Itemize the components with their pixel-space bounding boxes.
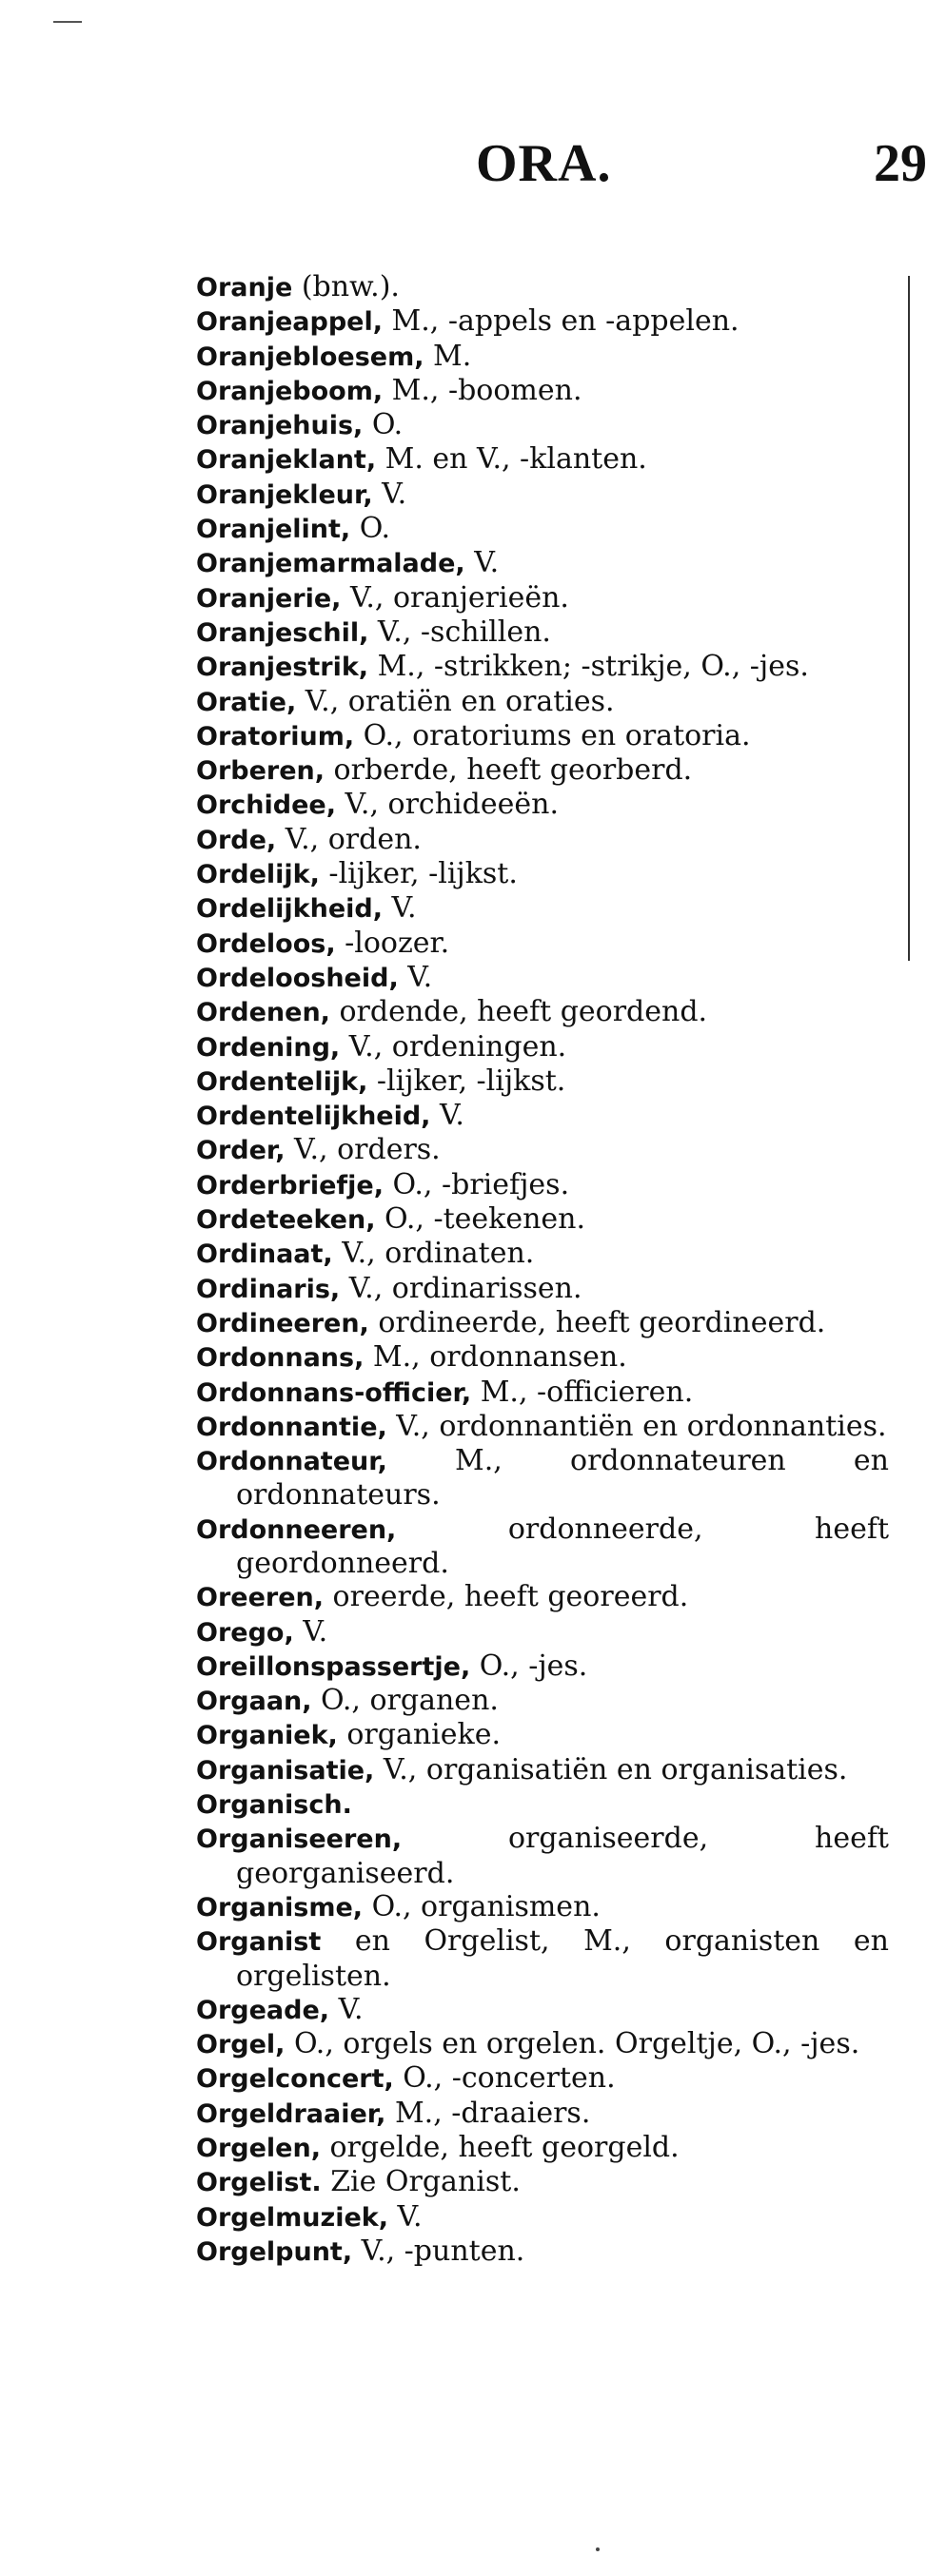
entry-definition: V. [329,1992,364,2026]
entry-definition: M., ordonnateuren en ordonnateurs. [236,1444,889,1512]
entry-definition: V., ordonnantiën en ordonnanties. [386,1409,887,1443]
entry-definition: M., -strikken; -strikje, O., -jes. [368,650,809,684]
page-dot [596,2547,600,2551]
dictionary-entries [196,270,889,2269]
dictionary-entry [196,1237,889,1271]
dictionary-entry [196,1649,889,1684]
entry-headword: Ordinaat, [196,1239,333,1270]
dictionary-entry [196,615,889,650]
dictionary-entry [196,891,889,926]
dictionary-entry [196,685,889,719]
entry-headword: Order, [196,1136,286,1166]
entry-definition: V., orders. [285,1133,441,1167]
entry-headword: Orego, [196,1617,294,1648]
dictionary-entry [196,857,889,891]
entry-headword: Oranjemarmalade, [196,549,465,579]
entry-definition: V., orden. [276,822,422,856]
dictionary-entry [196,1064,889,1099]
entry-headword: Orgelconcert, [196,2064,394,2095]
entry-headword: Orgelpunt, [196,2236,353,2267]
dictionary-entry [196,2027,889,2061]
entry-headword: Ordonnateur, [196,1447,387,1477]
dictionary-entry [196,1822,889,1890]
dictionary-entry [196,2234,889,2269]
entry-definition: V. [372,477,407,511]
dictionary-entry [196,1376,889,1410]
dictionary-entry [196,995,889,1029]
entry-headword: Ordeloosheid, [196,963,399,993]
entry-headword: Orberen, [196,756,325,787]
dictionary-entry [196,1753,889,1787]
dictionary-entry [196,1272,889,1306]
entry-headword: Ordentelijkheid, [196,1102,431,1132]
entry-headword: Orderbriefje, [196,1170,385,1200]
entry-definition: V., ordinarissen. [340,1271,582,1305]
entry-headword: Oratie, [196,687,297,717]
entry-headword: Organiseeren, [196,1825,403,1855]
dictionary-entry [196,961,889,995]
entry-headword: Ordelijk, [196,860,320,890]
dictionary-entry [196,546,889,580]
entry-definition: Zie Organist. [321,2165,521,2199]
entry-headword: Orgaan, [196,1687,312,1717]
entry-definition: orberde, heeft georberd. [325,753,693,788]
dictionary-entry [196,1615,889,1649]
dictionary-entry [196,1718,889,1752]
dictionary-entry [196,442,889,477]
entry-headword: Oranjeschil, [196,617,369,648]
dictionary-entry [196,2200,889,2234]
dictionary-entry [196,823,889,857]
entry-definition: M., ordonnansen. [364,1340,627,1375]
entry-definition: M., -draaiers. [385,2096,591,2130]
entry-definition: O. [363,408,404,442]
dictionary-entry [196,512,889,546]
dictionary-entry [196,581,889,615]
entry-headword: Orgeade, [196,1995,330,2025]
entry-headword: Organist [196,1927,322,1958]
entry-headword: Oranjeappel, [196,307,383,338]
dictionary-entry [196,1924,889,1993]
entry-headword: Organisatie, [196,1755,375,1786]
entry-headword: Orgelist. [196,2168,322,2198]
dictionary-entry [196,2061,889,2096]
entry-definition: -lijker, -lijkst. [367,1064,566,1098]
entry-headword: Oreeren, [196,1583,324,1613]
dictionary-entry [196,340,889,374]
dictionary-entry [196,1306,889,1340]
entry-definition: ordineerde, heeft geordineerd. [368,1305,826,1339]
dictionary-entry [196,1787,889,1822]
dictionary-entry [196,719,889,753]
entry-headword: Orchidee, [196,790,336,821]
entry-headword: Oranjerie, [196,583,342,614]
entry-definition: organiseerde, heeft georganiseerd. [236,1822,889,1890]
entry-definition: O., organen. [311,1684,499,1718]
dictionary-entry [196,374,889,408]
entry-headword: Ordonnans, [196,1343,365,1374]
dictionary-entry [196,408,889,442]
entry-headword: Ordeteeken, [196,1205,376,1236]
entry-definition: oreerde, heeft georeerd. [324,1580,689,1614]
page-number: 29 [874,134,927,193]
entry-headword: Orde, [196,825,277,855]
entry-definition: O., -briefjes. [384,1167,570,1201]
dictionary-entry [196,2097,889,2131]
entry-definition: O. [350,512,391,546]
entry-definition: O., -jes. [470,1649,588,1683]
entry-headword: Orgelen, [196,2134,321,2164]
entry-definition: V. [383,891,417,926]
dictionary-entry [196,270,889,304]
entry-definition: V., orchideeën. [335,788,559,822]
entry-definition: V. [388,2199,423,2234]
entry-headword: Oranjebloesem, [196,342,424,372]
dictionary-entry [196,1890,889,1924]
entry-definition: (bnw.). [292,270,400,303]
entry-headword: Oranjeboom, [196,376,384,406]
entry-definition: V., oratiën en oraties. [296,684,615,718]
dictionary-entry [196,1030,889,1064]
entry-definition: V., ordeningen. [340,1029,567,1064]
dictionary-entry [196,304,889,339]
entry-definition: V., organisatiën en organisaties. [374,1752,848,1786]
dictionary-entry [196,1133,889,1167]
entry-definition: V., -schillen. [368,615,551,649]
entry-definition: V. [464,546,500,580]
entry-definition: M. en V., -klanten. [376,442,647,477]
entry-definition: M., -officieren. [471,1375,694,1409]
entry-headword: Oranjeklant, [196,445,377,476]
entry-headword: Ordeloos, [196,928,336,959]
dictionary-entry [196,1168,889,1202]
column-rule [908,276,910,961]
entry-headword: Ordentelijk, [196,1066,368,1097]
entry-definition: ordonneerde, heeft geordonneerd. [236,1512,889,1580]
entry-definition: V. [398,960,433,994]
entry-headword: Orgeldraaier, [196,2098,386,2129]
entry-headword: Organisch. [196,1790,352,1821]
page-header-title: ORA. [476,134,612,193]
entry-definition: O., -teekenen. [375,1202,586,1237]
dictionary-entry [196,788,889,822]
entry-definition: M., -boomen. [383,373,582,407]
dictionary-entry [196,650,889,684]
entry-definition: V., oranjerieën. [341,580,569,615]
entry-headword: Ordenen, [196,998,330,1028]
dictionary-entry [196,1202,889,1237]
entry-definition: O., oratoriums en oratoria. [354,718,751,752]
entry-definition: M., -appels en -appelen. [382,304,740,339]
entry-headword: Oranje [196,273,293,302]
entry-headword: Oratorium, [196,721,355,751]
dictionary-entry [196,2165,889,2199]
entry-definition: en Orgelist, M., organisten en orgelisten. [236,1924,889,1993]
entry-headword: Oranjelint, [196,515,351,545]
entry-headword: Ordonnantie, [196,1412,387,1442]
entry-definition: O., orgels en orgelen. Orgeltje, O., -jes. [285,2027,860,2061]
dictionary-entry [196,1993,889,2027]
entry-headword: Organisme, [196,1892,364,1922]
dictionary-entry [196,753,889,788]
entry-definition: organieke. [337,1718,501,1752]
entry-definition: V., -punten. [352,2234,525,2268]
entry-headword: Ordonneeren, [196,1514,397,1545]
dictionary-entry [196,1580,889,1614]
entry-headword: Orgel, [196,2030,286,2060]
entry-headword: Ordonnans-officier, [196,1377,472,1408]
dictionary-entry [196,1512,889,1581]
corner-mark [53,21,82,23]
entry-definition: -lijker, -lijkst. [319,857,518,891]
entry-headword: Ordinaris, [196,1274,341,1304]
dictionary-entry [196,1410,889,1444]
dictionary-entry [196,478,889,512]
dictionary-entry [196,1099,889,1133]
entry-headword: Ordineeren, [196,1308,369,1338]
entry-headword: Oranjekleur, [196,479,373,510]
entry-headword: Oranjestrik, [196,653,369,683]
entry-definition: -loozer. [335,926,450,960]
dictionary-entry [196,927,889,961]
entry-definition: O., organismen. [363,1889,601,1923]
dictionary-entry [196,1340,889,1375]
dictionary-entry [196,1684,889,1718]
entry-definition: O., -concerten. [393,2061,616,2096]
entry-definition: M. [424,339,472,373]
entry-headword: Ordening, [196,1032,341,1063]
entry-definition: V. [430,1099,464,1133]
entry-definition: V. [293,1614,328,1649]
entry-headword: Ordelijkheid, [196,894,384,925]
entry-headword: Oranjehuis, [196,411,364,441]
entry-definition: orgelde, heeft georgeld. [320,2131,680,2165]
entry-definition: ordende, heeft geordend. [329,995,708,1029]
entry-headword: Organiek, [196,1721,338,1751]
dictionary-entry [196,2131,889,2165]
entry-headword: Oreillonspassertje, [196,1651,471,1682]
entry-headword: Orgelmuziek, [196,2202,389,2233]
entry-definition: V., ordinaten. [332,1237,535,1271]
dictionary-entry [196,1444,889,1512]
